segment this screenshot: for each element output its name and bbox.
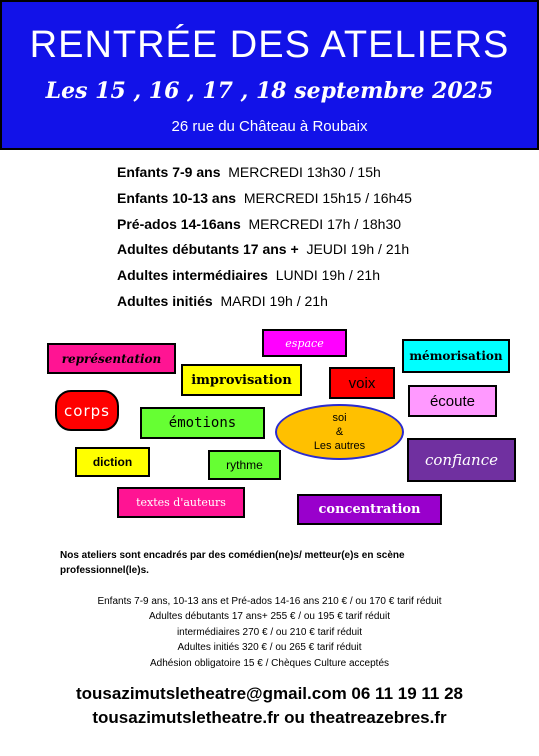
schedule-list (117, 162, 412, 317)
tag-espace: espace (262, 329, 347, 357)
header-banner (0, 0, 539, 150)
schedule-time: MERCREDI 13h30 / 15h (228, 164, 381, 180)
tag-memorisation: mémorisation (402, 339, 510, 373)
tag-textes-auteurs: textes d'auteurs (117, 487, 245, 518)
tag-representation: représentation (47, 343, 176, 374)
schedule-time: MARDI 19h / 21h (220, 292, 328, 309)
schedule-row (117, 239, 412, 265)
schedule-row (117, 291, 412, 317)
dates-subtitle: Les 15 , 16 , 17 , 18 septembre 2025 (45, 78, 494, 104)
price-line: Adultes débutants 17 ans+ 255 € / ou 195 € tarif réduit (148, 611, 390, 623)
schedule-group: Enfants 7-9 ans (117, 164, 221, 180)
page-title: RENTRÉE DES ATELIERS (29, 24, 510, 66)
address-line: 26 rue du Château à Roubaix (171, 118, 368, 135)
staff-note: Nos ateliers sont encadrés par des comédien(ne)s/ metteur(e)s en scène professionnel(le)s. (60, 550, 405, 576)
tag-voix: voix (329, 367, 395, 399)
tag-ecoute: écoute (408, 385, 497, 417)
schedule-row (117, 214, 412, 240)
tag-confiance: confiance (407, 438, 516, 482)
schedule-group: Adultes intermédiaires (117, 267, 268, 284)
schedule-group: Enfants 10-13 ans (117, 189, 237, 206)
tag-soi-text: soi (332, 412, 347, 424)
contact-email-phone[interactable]: tousazimutsletheatre@gmail.com 06 11 19 11 28 (76, 684, 463, 703)
schedule-row (117, 265, 412, 291)
schedule-time: MERCREDI 15h15 / 16h45 (243, 189, 412, 206)
tag-ampersand: & (335, 426, 344, 438)
tag-emotions: émotions (140, 407, 265, 439)
price-line: Adhésion obligatoire 15 € / Chèques Culture acceptés (149, 657, 390, 669)
price-line: Enfants 7-9 ans, 10-13 ans et Pré-ados 14-16 ans 210 € / ou 170 € tarif réduit (97, 596, 442, 607)
tag-corps: corps (55, 390, 119, 431)
tag-improvisation: improvisation (181, 364, 302, 396)
tag-diction: diction (75, 447, 150, 477)
schedule-time: LUNDI 19h / 21h (275, 267, 381, 284)
tag-concentration: concentration (297, 494, 442, 525)
price-line: Adultes initiés 320 € / ou 265 € tarif réduit (177, 642, 362, 654)
tag-soi-les-autres (275, 404, 404, 460)
schedule-row (117, 188, 412, 214)
schedule-group: Pré-ados 14-16ans (117, 215, 241, 232)
schedule-row (117, 162, 412, 188)
schedule-group: Adultes initiés (117, 292, 213, 309)
schedule-group: Adultes débutants 17 ans + (117, 241, 299, 258)
price-line: intermédiaires 270 € / ou 210 € tarif réduit (176, 626, 363, 638)
price-list (40, 594, 499, 671)
contact-websites[interactable]: tousazimutsletheatre.fr ou theatreazebres.fr (92, 708, 447, 727)
tag-rythme: rythme (208, 450, 281, 480)
schedule-time: MERCREDI 17h / 18h30 (248, 215, 402, 232)
schedule-time: JEUDI 19h / 21h (306, 241, 410, 258)
tag-les-autres-text: Les autres (313, 440, 366, 452)
